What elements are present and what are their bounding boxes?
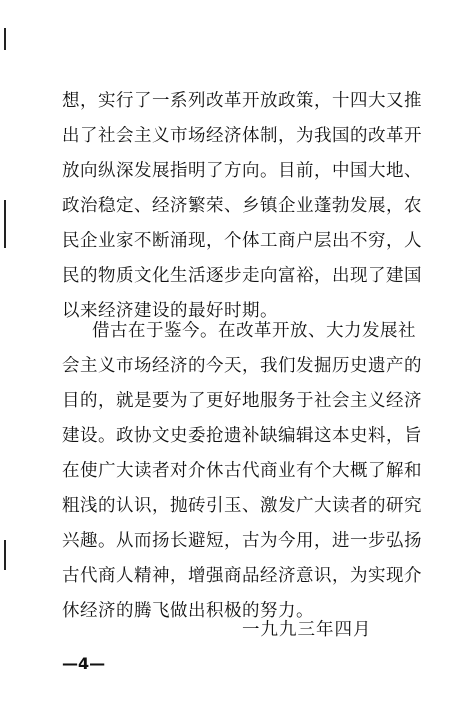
scan-edge-mark — [4, 28, 6, 50]
text-line: 目的，就是要为了更好地服务于社会主义经济 — [62, 391, 422, 411]
text-line: 政治稳定、经济繁荣、乡镇企业蓬勃发展，农 — [62, 196, 422, 216]
text-line: 会主义市场经济的今天，我们发掘历史遗产的 — [62, 356, 422, 376]
text-line: 在使广大读者对介休古代商业有个大概了解和 — [62, 461, 422, 481]
scan-edge-mark — [4, 200, 6, 248]
text-line: 以来经济建设的最好时期。 — [62, 301, 278, 321]
text-line: 借古在于鉴今。在改革开放、大力发展社 — [92, 321, 416, 341]
text-line: 想，实行了一系列改革开放政策，十四大又推 — [62, 91, 422, 111]
text-line: 粗浅的认识，抛砖引玉、激发广大读者的研究 — [62, 496, 422, 516]
page-number: —4— — [62, 654, 106, 673]
text-line: 民的物质文化生活逐步走向富裕，出现了建国 — [62, 266, 422, 286]
text-line: 出了社会主义市场经济体制，为我国的改革开 — [62, 126, 422, 146]
text-line: 兴趣。从而扬长避短，古为今用，进一步弘扬 — [62, 531, 422, 551]
text-line: 民企业家不断涌现，个体工商户层出不穷，人 — [62, 231, 422, 251]
paragraph-2 — [62, 314, 422, 629]
text-line: 建设。政协文史委抢遗补缺编辑这本史料，旨 — [62, 426, 422, 446]
text-line: 古代商人精神，增强商品经济意识，为实现介 — [62, 566, 422, 586]
date-line: 一九九三年四月 — [242, 620, 372, 640]
text-line: 休经济的腾飞做出积极的努力。 — [62, 601, 314, 621]
text-line: 放向纵深发展指明了方向。目前，中国大地、 — [62, 161, 422, 181]
scan-edge-mark — [4, 540, 6, 570]
paragraph-1 — [62, 84, 422, 329]
